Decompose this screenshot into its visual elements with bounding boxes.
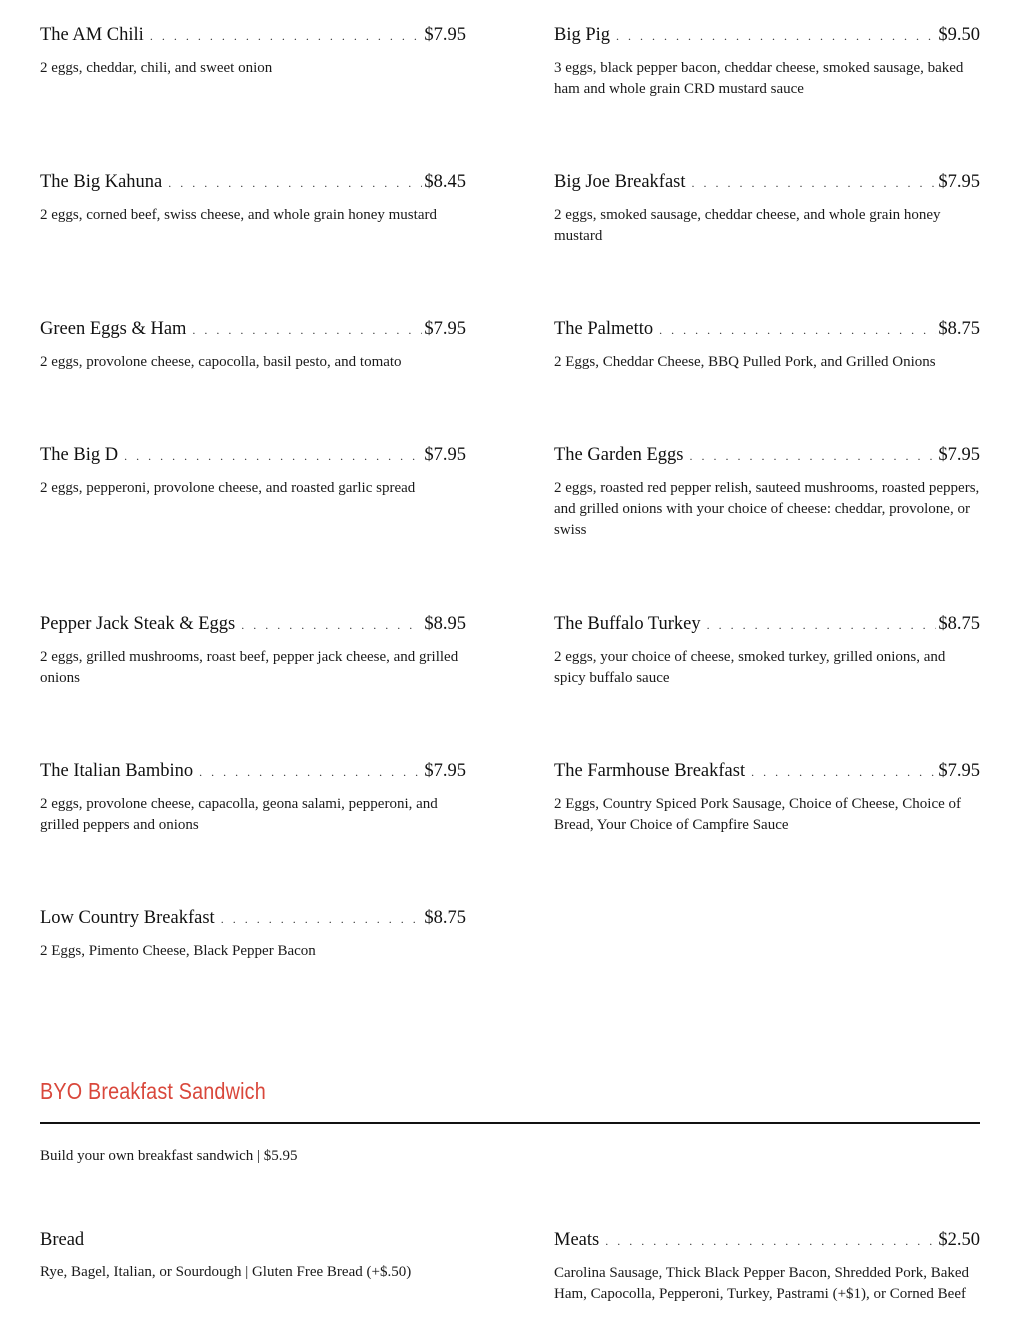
item-price: $7.95 — [424, 25, 466, 45]
item-price: $2.50 — [938, 1230, 980, 1250]
byo-item-bread — [40, 1228, 466, 1283]
dot-leader — [241, 613, 422, 637]
dot-leader — [150, 24, 423, 48]
dot-leader — [707, 613, 937, 637]
menu-item-low-country-breakfast — [40, 906, 466, 962]
dot-leader — [689, 444, 936, 468]
item-description: 2 eggs, smoked sausage, cheddar cheese, and whole grain honey mustard — [554, 207, 941, 244]
item-price: $8.75 — [938, 319, 980, 339]
byo-item-meats — [554, 1228, 980, 1305]
menu-item-big-kahuna — [40, 170, 466, 226]
item-price: $8.75 — [938, 614, 980, 634]
item-description: 2 eggs, corned beef, swiss cheese, and whole grain honey mustard — [40, 207, 437, 223]
dot-leader — [692, 171, 937, 195]
item-name: The Garden Eggs — [554, 445, 684, 465]
dot-leader — [199, 760, 422, 784]
menu-item-am-chili — [40, 23, 466, 79]
item-name: Meats — [554, 1230, 600, 1250]
dot-leader — [751, 760, 936, 784]
menu-item-big-joe-breakfast — [554, 170, 980, 247]
item-name: Big Pig — [554, 25, 611, 45]
item-description: 2 Eggs, Cheddar Cheese, BBQ Pulled Pork, and Grilled Onions — [554, 354, 936, 370]
section-divider — [40, 1122, 980, 1124]
item-description: 3 eggs, black pepper bacon, cheddar cheese, smoked sausage, baked ham and whole grain CRD mustard sauce — [554, 60, 964, 97]
item-name: The Palmetto — [554, 319, 654, 339]
item-description: Rye, Bagel, Italian, or Sourdough | Gluten Free Bread (+$.50) — [40, 1264, 412, 1280]
item-description: 2 eggs, provolone cheese, capocolla, basil pesto, and tomato — [40, 354, 402, 370]
item-name: The AM Chili — [40, 25, 144, 45]
dot-leader — [221, 907, 423, 931]
menu-item-green-eggs-ham — [40, 317, 466, 373]
menu-item-big-pig — [554, 23, 980, 100]
item-name: Big Joe Breakfast — [554, 172, 686, 192]
item-price: $8.45 — [424, 172, 466, 192]
menu-item-palmetto — [554, 317, 980, 373]
item-description: 2 eggs, roasted red pepper relish, sauteed mushrooms, roasted peppers, and grilled onions with your choice of cheese: cheddar, provolone, or swiss — [554, 480, 980, 538]
item-name: Pepper Jack Steak & Eggs — [40, 614, 236, 634]
dot-leader — [124, 444, 422, 468]
menu-item-italian-bambino — [40, 759, 466, 836]
item-price: $8.75 — [424, 908, 466, 928]
item-description: 2 eggs, provolone cheese, capacolla, geona salami, pepperoni, and grilled peppers and onions — [40, 796, 438, 833]
item-price: $7.95 — [938, 761, 980, 781]
item-description: 2 Eggs, Pimento Cheese, Black Pepper Bacon — [40, 943, 316, 959]
item-price: $7.95 — [938, 445, 980, 465]
item-description: Carolina Sausage, Thick Black Pepper Bacon, Shredded Pork, Baked Ham, Capocolla, Pepperoni, Turkey, Pastrami (+$1), or Corned Beef — [554, 1265, 970, 1302]
menu-item-garden-eggs — [554, 443, 980, 541]
dot-leader — [659, 318, 936, 342]
menu-item-pepper-jack-steak-eggs — [40, 612, 466, 689]
item-description: 2 Eggs, Country Spiced Pork Sausage, Choice of Cheese, Choice of Bread, Your Choice of Campfire Sauce — [554, 796, 962, 833]
item-name: Green Eggs & Ham — [40, 319, 187, 339]
item-price: $9.50 — [938, 25, 980, 45]
section-title-byo: BYO Breakfast Sandwich — [40, 1078, 266, 1104]
menu-item-big-d — [40, 443, 466, 499]
dot-leader — [192, 318, 422, 342]
item-price: $7.95 — [424, 445, 466, 465]
item-description: 2 eggs, grilled mushrooms, roast beef, pepper jack cheese, and grilled onions — [40, 649, 459, 686]
section-note: Build your own breakfast sandwich | $5.95 — [40, 1148, 298, 1164]
item-price: $7.95 — [938, 172, 980, 192]
dot-leader — [168, 171, 422, 195]
item-name: The Italian Bambino — [40, 761, 194, 781]
menu-item-farmhouse-breakfast — [554, 759, 980, 836]
item-price: $7.95 — [424, 319, 466, 339]
item-description: 2 eggs, your choice of cheese, smoked turkey, grilled onions, and spicy buffalo sauce — [554, 649, 946, 686]
item-description: 2 eggs, cheddar, chili, and sweet onion — [40, 60, 273, 76]
menu-item-buffalo-turkey — [554, 612, 980, 689]
item-name: Bread — [40, 1230, 85, 1250]
dot-leader — [605, 1229, 936, 1253]
item-price: $7.95 — [424, 761, 466, 781]
item-name: The Buffalo Turkey — [554, 614, 701, 634]
item-description: 2 eggs, pepperoni, provolone cheese, and roasted garlic spread — [40, 480, 416, 496]
item-name: The Big D — [40, 445, 119, 465]
item-name: Low Country Breakfast — [40, 908, 215, 928]
item-price: $8.95 — [424, 614, 466, 634]
item-name: The Farmhouse Breakfast — [554, 761, 746, 781]
item-name: The Big Kahuna — [40, 172, 163, 192]
dot-leader — [616, 24, 936, 48]
